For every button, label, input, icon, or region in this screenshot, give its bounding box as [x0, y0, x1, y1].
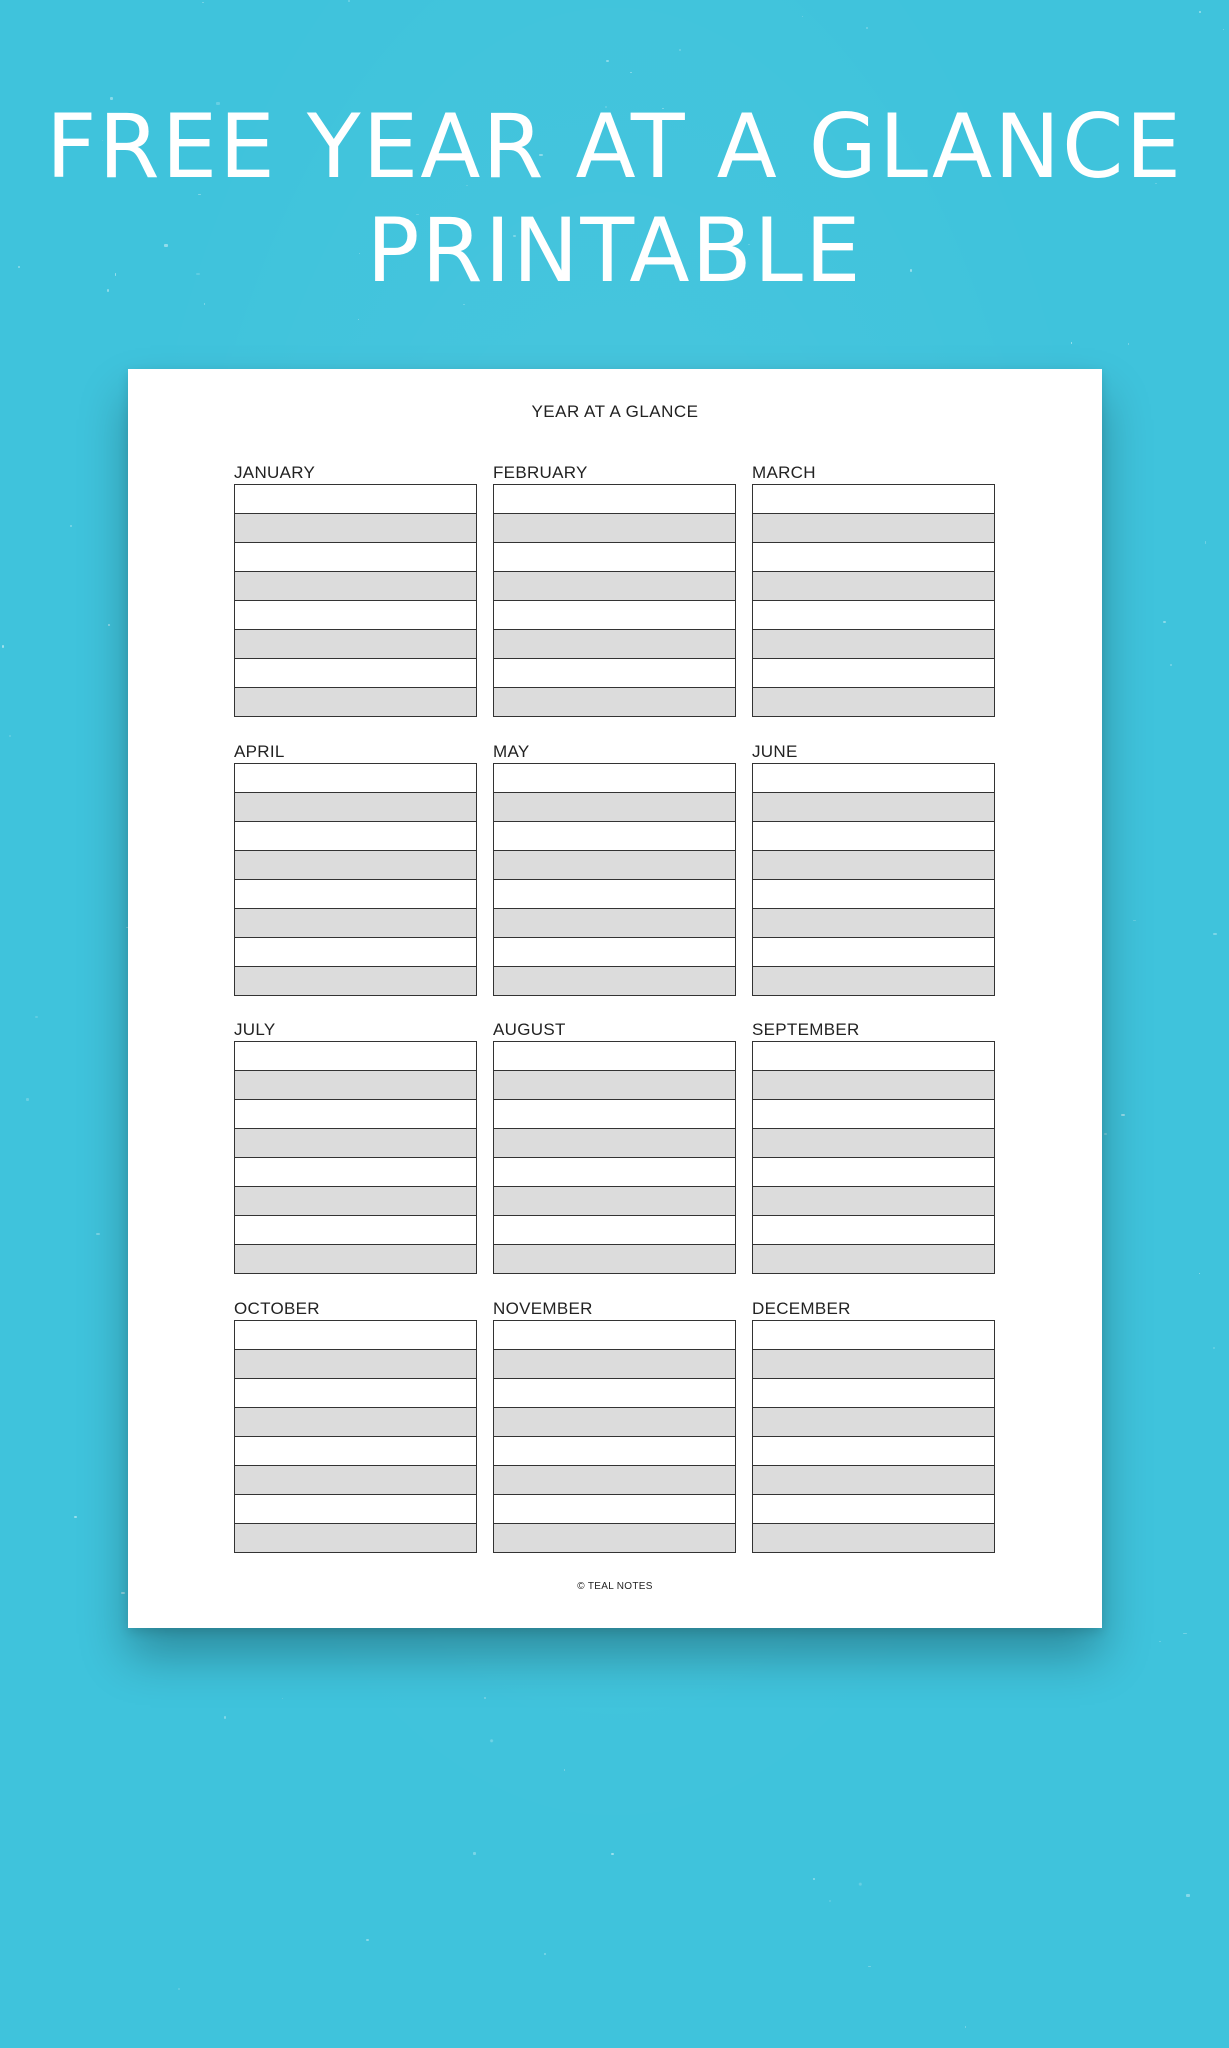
month-row [753, 822, 994, 851]
month-row [494, 880, 735, 909]
month-row [235, 822, 476, 851]
month-row [753, 543, 994, 572]
month-row [235, 909, 476, 938]
background-speck [1205, 541, 1206, 544]
month-row [753, 764, 994, 793]
month-rows-september [752, 1041, 995, 1274]
month-row [235, 1379, 476, 1408]
month-block-june [752, 741, 995, 996]
month-row [494, 1408, 735, 1437]
background-speck [70, 525, 72, 527]
month-row [494, 1042, 735, 1071]
month-row [235, 880, 476, 909]
month-row [235, 688, 476, 716]
month-label-may: MAY [493, 742, 530, 761]
month-row [235, 1524, 476, 1552]
month-row [753, 1071, 994, 1100]
background-speck [1163, 621, 1167, 623]
background-speck [121, 1592, 125, 1594]
month-row [753, 851, 994, 880]
month-label-april: APRIL [234, 742, 285, 761]
month-row [235, 938, 476, 967]
background-speck [1071, 342, 1072, 345]
background-speck [1121, 1114, 1125, 1116]
month-row [235, 1129, 476, 1158]
month-rows-august [493, 1041, 736, 1274]
month-row [494, 793, 735, 822]
month-row [235, 1321, 476, 1350]
month-row [494, 1379, 735, 1408]
background-speck [1104, 1133, 1107, 1136]
month-label-june: JUNE [752, 742, 798, 761]
month-row [753, 1466, 994, 1495]
background-speck [611, 1853, 614, 1855]
month-row [235, 630, 476, 659]
month-label-december: DECEMBER [752, 1299, 851, 1318]
month-row [235, 485, 476, 514]
background-speck [965, 2026, 966, 2028]
month-rows-october [234, 1320, 477, 1553]
month-row [494, 1321, 735, 1350]
background-speck [829, 1900, 831, 1903]
month-block-july [234, 1019, 477, 1274]
month-row [494, 1437, 735, 1466]
headline-line-1: FREE YEAR AT A GLANCE [45, 95, 1184, 198]
month-row [235, 1495, 476, 1524]
month-row [494, 1071, 735, 1100]
month-block-may [493, 741, 736, 996]
month-row [753, 514, 994, 543]
month-block-march [752, 462, 995, 717]
background-speck [463, 304, 465, 306]
background-speck [868, 1966, 871, 1968]
background-speck [473, 1852, 476, 1855]
month-row [753, 1379, 994, 1408]
month-label-march: MARCH [752, 463, 816, 482]
month-block-september [752, 1019, 995, 1274]
background-speck [2, 645, 4, 648]
headline-line-2: PRINTABLE [366, 199, 863, 302]
month-block-october [234, 1298, 477, 1553]
month-row [494, 1495, 735, 1524]
sheet-title: YEAR AT A GLANCE [531, 402, 699, 421]
month-row [753, 1100, 994, 1129]
month-rows-april [234, 763, 477, 996]
month-label-august: AUGUST [493, 1020, 566, 1039]
month-row [235, 1042, 476, 1071]
month-block-february [493, 462, 736, 717]
background-speck [802, 16, 803, 17]
background-speck [1128, 343, 1130, 345]
month-row [494, 1466, 735, 1495]
background-speck [630, 72, 632, 73]
month-row [753, 1350, 994, 1379]
month-row [494, 764, 735, 793]
background-speck [366, 1939, 369, 1940]
month-row [753, 1524, 994, 1552]
background-speck [1183, 1633, 1187, 1634]
month-label-february: FEBRUARY [493, 463, 588, 482]
background-speck [1199, 1273, 1201, 1274]
month-block-april [234, 741, 477, 996]
month-row [753, 1216, 994, 1245]
month-row [494, 1524, 735, 1552]
month-rows-january [234, 484, 477, 717]
month-row [753, 630, 994, 659]
background-speck [1199, 11, 1200, 13]
background-speck [1170, 664, 1172, 666]
background-speck [204, 303, 206, 305]
month-row [235, 1466, 476, 1495]
month-row [494, 1350, 735, 1379]
month-row [753, 1042, 994, 1071]
month-row [494, 1129, 735, 1158]
background-speck [1213, 1347, 1214, 1349]
month-row [235, 967, 476, 995]
month-row [753, 1158, 994, 1187]
printable-sheet [128, 369, 1102, 1628]
background-speck [35, 1016, 37, 1018]
background-speck [1223, 29, 1224, 30]
month-row [753, 793, 994, 822]
month-row [494, 1187, 735, 1216]
month-row [494, 822, 735, 851]
background-speck [348, 0, 350, 2]
month-row [753, 485, 994, 514]
month-row [753, 572, 994, 601]
background-speck [9, 735, 12, 737]
month-row [753, 1129, 994, 1158]
month-row [753, 601, 994, 630]
month-row [753, 880, 994, 909]
month-row [753, 967, 994, 995]
month-rows-february [493, 484, 736, 717]
month-label-january: JANUARY [234, 463, 316, 482]
background-speck [813, 1878, 814, 1879]
background-speck [1133, 920, 1137, 922]
month-row [235, 764, 476, 793]
month-row [235, 572, 476, 601]
month-row [235, 1216, 476, 1245]
background-speck [544, 1953, 546, 1955]
month-block-december [752, 1298, 995, 1553]
month-block-november [493, 1298, 736, 1553]
month-row [494, 1245, 735, 1273]
background-speck [282, 1698, 284, 1699]
background-speck [108, 624, 110, 626]
month-row [494, 601, 735, 630]
month-row [235, 659, 476, 688]
month-row [494, 909, 735, 938]
month-row [235, 1187, 476, 1216]
month-row [753, 1187, 994, 1216]
background-speck [564, 1769, 565, 1771]
month-block-january [234, 462, 477, 717]
month-rows-december [752, 1320, 995, 1553]
month-label-october: OCTOBER [234, 1299, 320, 1318]
month-row [753, 659, 994, 688]
month-row [494, 967, 735, 995]
month-row [235, 1245, 476, 1273]
background-speck [202, 2, 205, 3]
month-rows-june [752, 763, 995, 996]
month-row [753, 1245, 994, 1273]
background-speck [74, 1516, 76, 1518]
background-speck [1213, 933, 1217, 935]
month-row [753, 1408, 994, 1437]
background-speck [606, 60, 609, 62]
month-label-july: JULY [234, 1020, 276, 1039]
copyright-footer: © TEAL NOTES [577, 1581, 653, 1592]
background-speck [96, 1233, 100, 1236]
month-row [235, 1350, 476, 1379]
month-row [494, 688, 735, 716]
background-speck [866, 27, 868, 28]
month-rows-may [493, 763, 736, 996]
background-speck [679, 49, 681, 51]
month-row [753, 938, 994, 967]
background-speck [484, 1697, 486, 1699]
month-row [494, 1100, 735, 1129]
month-row [235, 514, 476, 543]
month-row [753, 1495, 994, 1524]
month-row [494, 543, 735, 572]
month-row [235, 1408, 476, 1437]
background-speck [26, 1098, 29, 1101]
month-row [494, 572, 735, 601]
month-label-november: NOVEMBER [493, 1299, 593, 1318]
month-row [235, 1100, 476, 1129]
month-row [494, 630, 735, 659]
month-row [753, 1437, 994, 1466]
month-row [494, 659, 735, 688]
month-row [753, 688, 994, 716]
background-speck [1186, 1894, 1190, 1896]
month-row [494, 938, 735, 967]
month-label-september: SEPTEMBER [752, 1020, 860, 1039]
month-row [494, 485, 735, 514]
background-speck [178, 1988, 179, 1991]
month-row [235, 1158, 476, 1187]
month-row [235, 1437, 476, 1466]
month-row [494, 1216, 735, 1245]
month-rows-march [752, 484, 995, 717]
month-row [235, 1071, 476, 1100]
month-rows-july [234, 1041, 477, 1274]
month-row [494, 514, 735, 543]
month-block-august [493, 1019, 736, 1274]
headline [0, 95, 1229, 303]
background-speck [358, 319, 359, 321]
month-row [235, 543, 476, 572]
month-row [494, 851, 735, 880]
background-speck [224, 1716, 226, 1718]
month-row [235, 793, 476, 822]
month-row [235, 851, 476, 880]
month-row [494, 1158, 735, 1187]
background-speck [1159, 1641, 1161, 1642]
month-rows-november [493, 1320, 736, 1553]
month-row [753, 1321, 994, 1350]
month-row [235, 601, 476, 630]
month-row [753, 909, 994, 938]
